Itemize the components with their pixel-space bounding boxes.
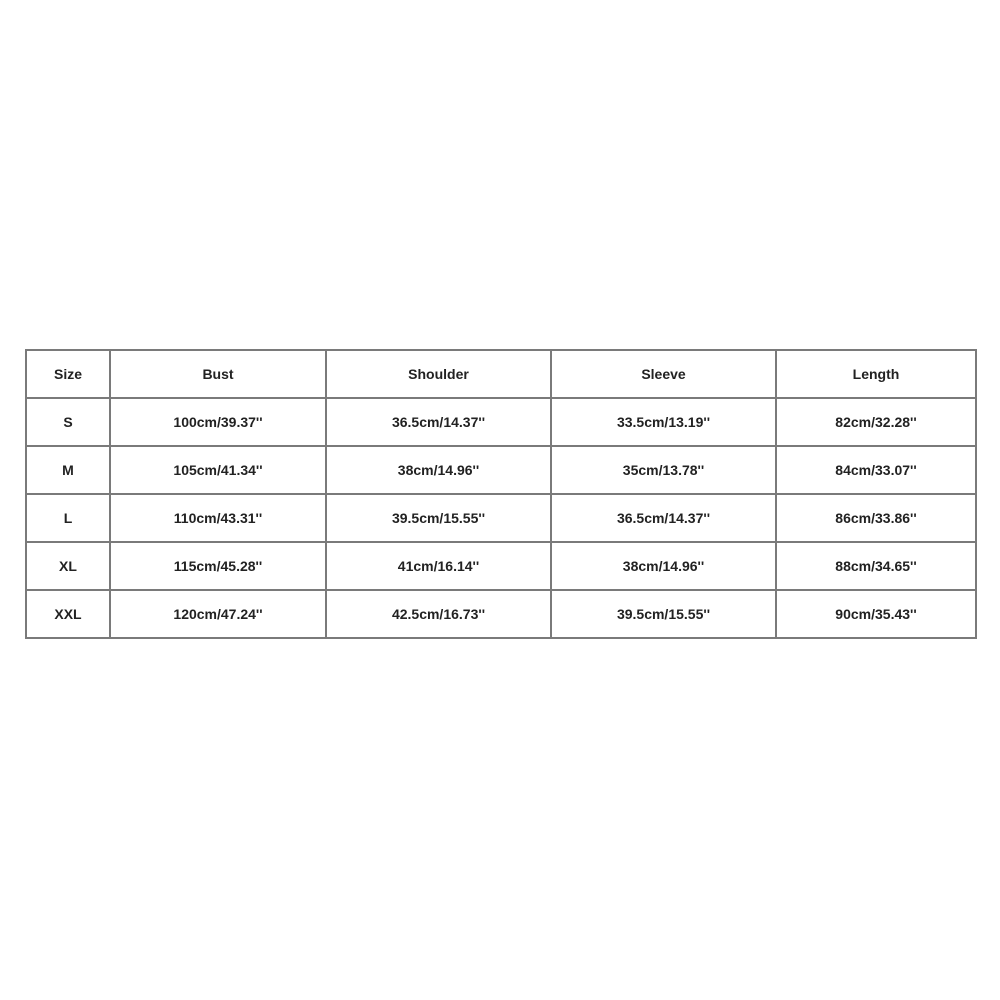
cell-bust: 120cm/47.24''	[110, 590, 326, 638]
header-sleeve: Sleeve	[551, 350, 776, 398]
table-row	[26, 494, 976, 542]
cell-length: 84cm/33.07''	[776, 446, 976, 494]
header-shoulder: Shoulder	[326, 350, 551, 398]
cell-sleeve: 36.5cm/14.37''	[551, 494, 776, 542]
cell-size: XXL	[26, 590, 110, 638]
cell-shoulder: 36.5cm/14.37''	[326, 398, 551, 446]
cell-bust: 105cm/41.34''	[110, 446, 326, 494]
cell-sleeve: 39.5cm/15.55''	[551, 590, 776, 638]
cell-bust: 100cm/39.37''	[110, 398, 326, 446]
header-length: Length	[776, 350, 976, 398]
table-row	[26, 398, 976, 446]
cell-length: 82cm/32.28''	[776, 398, 976, 446]
header-size: Size	[26, 350, 110, 398]
cell-sleeve: 33.5cm/13.19''	[551, 398, 776, 446]
cell-sleeve: 35cm/13.78''	[551, 446, 776, 494]
table-row	[26, 446, 976, 494]
size-chart-table	[25, 349, 977, 639]
table-row	[26, 590, 976, 638]
table-row	[26, 542, 976, 590]
cell-length: 88cm/34.65''	[776, 542, 976, 590]
cell-shoulder: 41cm/16.14''	[326, 542, 551, 590]
cell-bust: 115cm/45.28''	[110, 542, 326, 590]
cell-length: 86cm/33.86''	[776, 494, 976, 542]
cell-sleeve: 38cm/14.96''	[551, 542, 776, 590]
cell-shoulder: 38cm/14.96''	[326, 446, 551, 494]
cell-size: M	[26, 446, 110, 494]
cell-length: 90cm/35.43''	[776, 590, 976, 638]
cell-size: L	[26, 494, 110, 542]
cell-size: XL	[26, 542, 110, 590]
header-row	[26, 350, 976, 398]
cell-size: S	[26, 398, 110, 446]
cell-bust: 110cm/43.31''	[110, 494, 326, 542]
cell-shoulder: 39.5cm/15.55''	[326, 494, 551, 542]
header-bust: Bust	[110, 350, 326, 398]
cell-shoulder: 42.5cm/16.73''	[326, 590, 551, 638]
